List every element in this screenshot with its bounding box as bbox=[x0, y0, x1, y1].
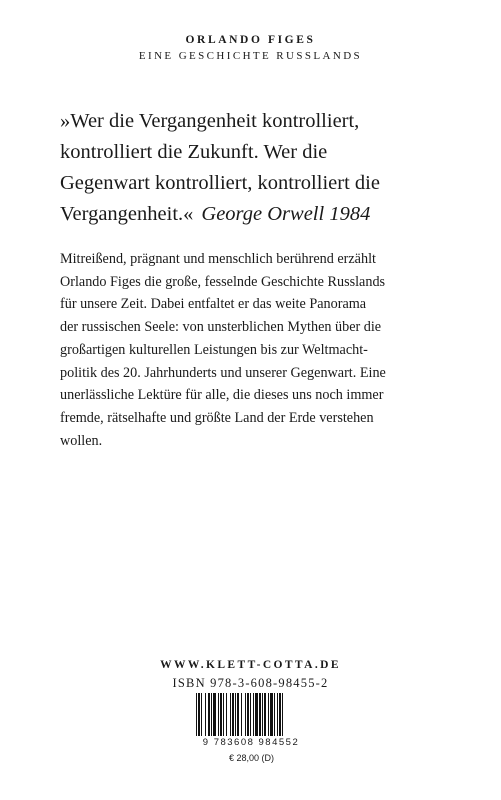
barcode-bar bbox=[198, 693, 200, 736]
blurb-line: fremde, rätselhafte und größte Land der Erde verstehen bbox=[60, 409, 374, 426]
barcode-bar bbox=[253, 693, 254, 736]
book-subtitle: EINE GESCHICHTE RUSSLANDS bbox=[138, 50, 363, 62]
barcode-bar bbox=[277, 693, 278, 736]
quote-line-last bbox=[60, 199, 480, 230]
epigraph-quote bbox=[60, 106, 480, 230]
barcode-bar bbox=[211, 693, 212, 736]
author-name: ORLANDO FIGES bbox=[185, 34, 316, 46]
barcode-bar bbox=[279, 693, 281, 736]
barcode-icon bbox=[195, 693, 307, 736]
cover-header bbox=[0, 33, 501, 63]
book-blurb bbox=[60, 248, 460, 452]
barcode-bar bbox=[245, 693, 246, 736]
barcode-bar bbox=[196, 693, 197, 736]
barcode-bar bbox=[250, 693, 251, 736]
barcode-bar bbox=[247, 693, 249, 736]
quote-line: Vergangenheit.« bbox=[60, 203, 194, 225]
barcode-bar bbox=[213, 693, 216, 736]
barcode-bar bbox=[226, 693, 227, 736]
barcode-bar bbox=[282, 693, 283, 736]
barcode-bar bbox=[274, 693, 275, 736]
barcode-number: 9 783608 984552 bbox=[202, 737, 300, 748]
barcode-bar bbox=[270, 693, 273, 736]
barcode-bar bbox=[264, 693, 266, 736]
quote-attribution: George Orwell 1984 bbox=[201, 203, 371, 225]
barcode-bar bbox=[255, 693, 258, 736]
blurb-line: wollen. bbox=[60, 432, 103, 449]
barcode-bar bbox=[230, 693, 231, 736]
barcode-bar bbox=[220, 693, 222, 736]
publisher-imprint bbox=[0, 656, 501, 692]
publisher-website: WWW.KLETT-COTTA.DE bbox=[160, 659, 341, 671]
barcode-bar bbox=[232, 693, 234, 736]
barcode-block bbox=[195, 693, 307, 749]
barcode-bar bbox=[262, 693, 263, 736]
barcode-bar bbox=[218, 693, 219, 736]
quote-line: kontrolliert die Zukunft. Wer die bbox=[60, 141, 328, 163]
barcode-bar bbox=[223, 693, 224, 736]
barcode-bar bbox=[241, 693, 242, 736]
blurb-line: der russischen Seele: von unsterblichen Mythen über die bbox=[60, 319, 382, 336]
barcode-bar bbox=[268, 693, 269, 736]
blurb-line: Orlando Figes die große, fesselnde Geschichte Russlands bbox=[60, 273, 386, 290]
blurb-line: politik des 20. Jahrhunderts und unserer Gegenwart. Eine bbox=[60, 364, 386, 381]
barcode-bar bbox=[201, 693, 202, 736]
quote-line: Gegenwart kontrolliert, kontrolliert die bbox=[60, 172, 380, 194]
barcode-bar bbox=[259, 693, 261, 736]
blurb-line: Mitreißend, prägnant und menschlich berührend erzählt bbox=[60, 251, 376, 267]
blurb-line: für unsere Zeit. Dabei entfaltet er das weite Panorama bbox=[60, 296, 367, 313]
barcode-bar bbox=[235, 693, 236, 736]
barcode-bar bbox=[205, 693, 206, 736]
blurb-line: unerlässliche Lektüre für alle, die dieses uns noch immer bbox=[60, 387, 384, 404]
price-label: € 28,00 (D) bbox=[229, 753, 275, 763]
blurb-line: großartigen kulturellen Leistungen bis zur Weltmacht- bbox=[60, 341, 368, 358]
isbn-number: ISBN 978-3-608-98455-2 bbox=[172, 676, 329, 690]
barcode-bar bbox=[208, 693, 210, 736]
barcode-bar bbox=[237, 693, 239, 736]
quote-line: »Wer die Vergangenheit kontrolliert, bbox=[60, 110, 360, 132]
